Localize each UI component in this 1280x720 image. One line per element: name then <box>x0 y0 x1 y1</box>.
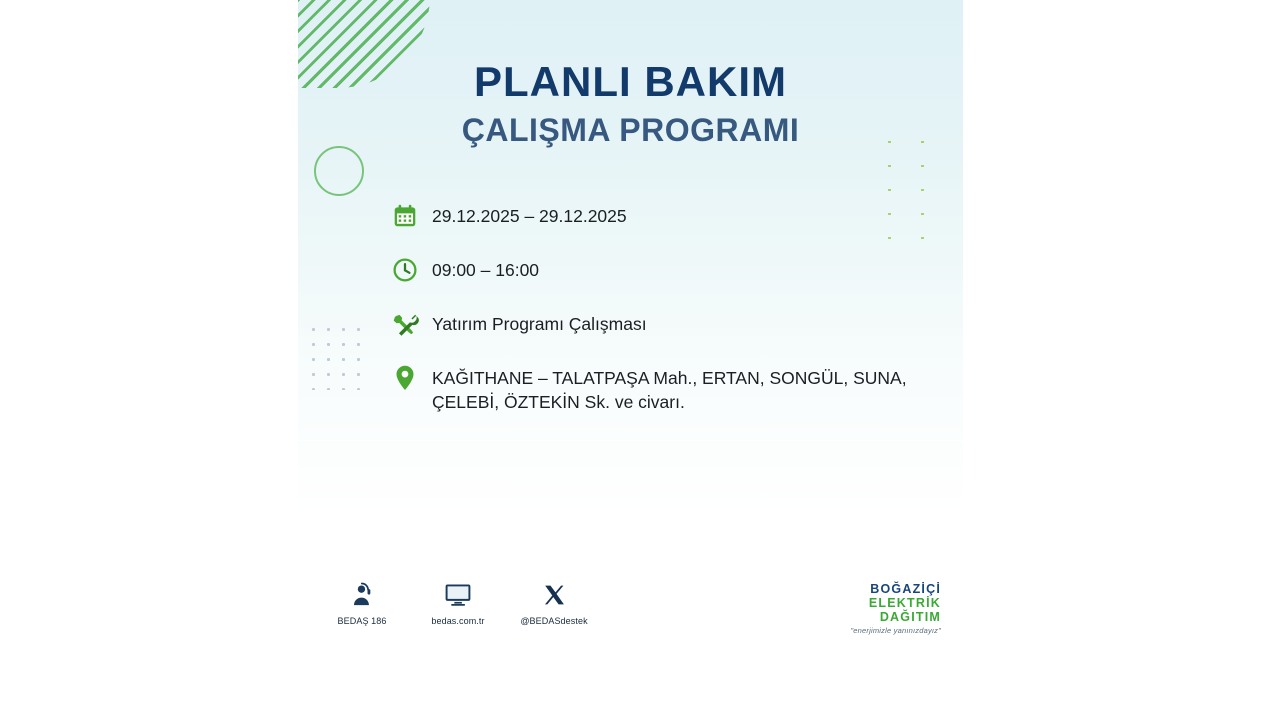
contact-website[interactable] <box>422 578 494 626</box>
info-row-list <box>388 200 918 436</box>
clock-icon <box>388 254 422 286</box>
tools-icon <box>388 308 422 340</box>
brand-slogan: "enerjimizle yanınızdayız" <box>850 626 941 635</box>
contact-phone-label: BEDAŞ 186 <box>337 616 387 626</box>
location-pin-icon <box>388 362 422 394</box>
page-title: PLANLI BAKIM <box>474 58 787 105</box>
contact-social[interactable] <box>518 578 590 626</box>
contact-footer <box>326 578 626 626</box>
calendar-icon <box>388 200 422 232</box>
brand-line-1: BOĞAZİÇİ <box>870 582 941 596</box>
time-range-text: 09:00 – 16:00 <box>432 260 540 280</box>
contact-phone[interactable] <box>326 578 398 626</box>
contact-social-label: @BEDASdestek <box>520 616 588 626</box>
info-row-time <box>388 254 918 286</box>
maintenance-notice-poster <box>298 0 963 662</box>
date-range-text: 29.12.2025 – 29.12.2025 <box>432 206 627 226</box>
brand-logo <box>850 582 941 635</box>
work-type-text: Yatırım Programı Çalışması <box>432 314 647 334</box>
dot-grid-decoration-left <box>306 322 368 390</box>
monitor-icon <box>422 578 494 612</box>
location-text: KAĞITHANE – TALATPAŞA Mah., ERTAN, SONGÜL, SUNA, ÇELEBİ, ÖZTEKİN Sk. ve civarı. <box>432 368 907 413</box>
contact-website-label: bedas.com.tr <box>431 616 485 626</box>
page-subtitle: ÇALIŞMA PROGRAMI <box>461 112 800 148</box>
info-row-work-type <box>388 308 918 340</box>
brand-line-2: ELEKTRİK <box>868 596 941 610</box>
x-social-icon <box>518 578 590 612</box>
headset-icon <box>326 578 398 612</box>
info-row-location <box>388 362 918 414</box>
circle-outline-decoration <box>314 146 364 196</box>
info-row-date <box>388 200 918 232</box>
brand-line-3: DAĞITIM <box>879 610 941 624</box>
background-band-divider <box>298 440 963 441</box>
